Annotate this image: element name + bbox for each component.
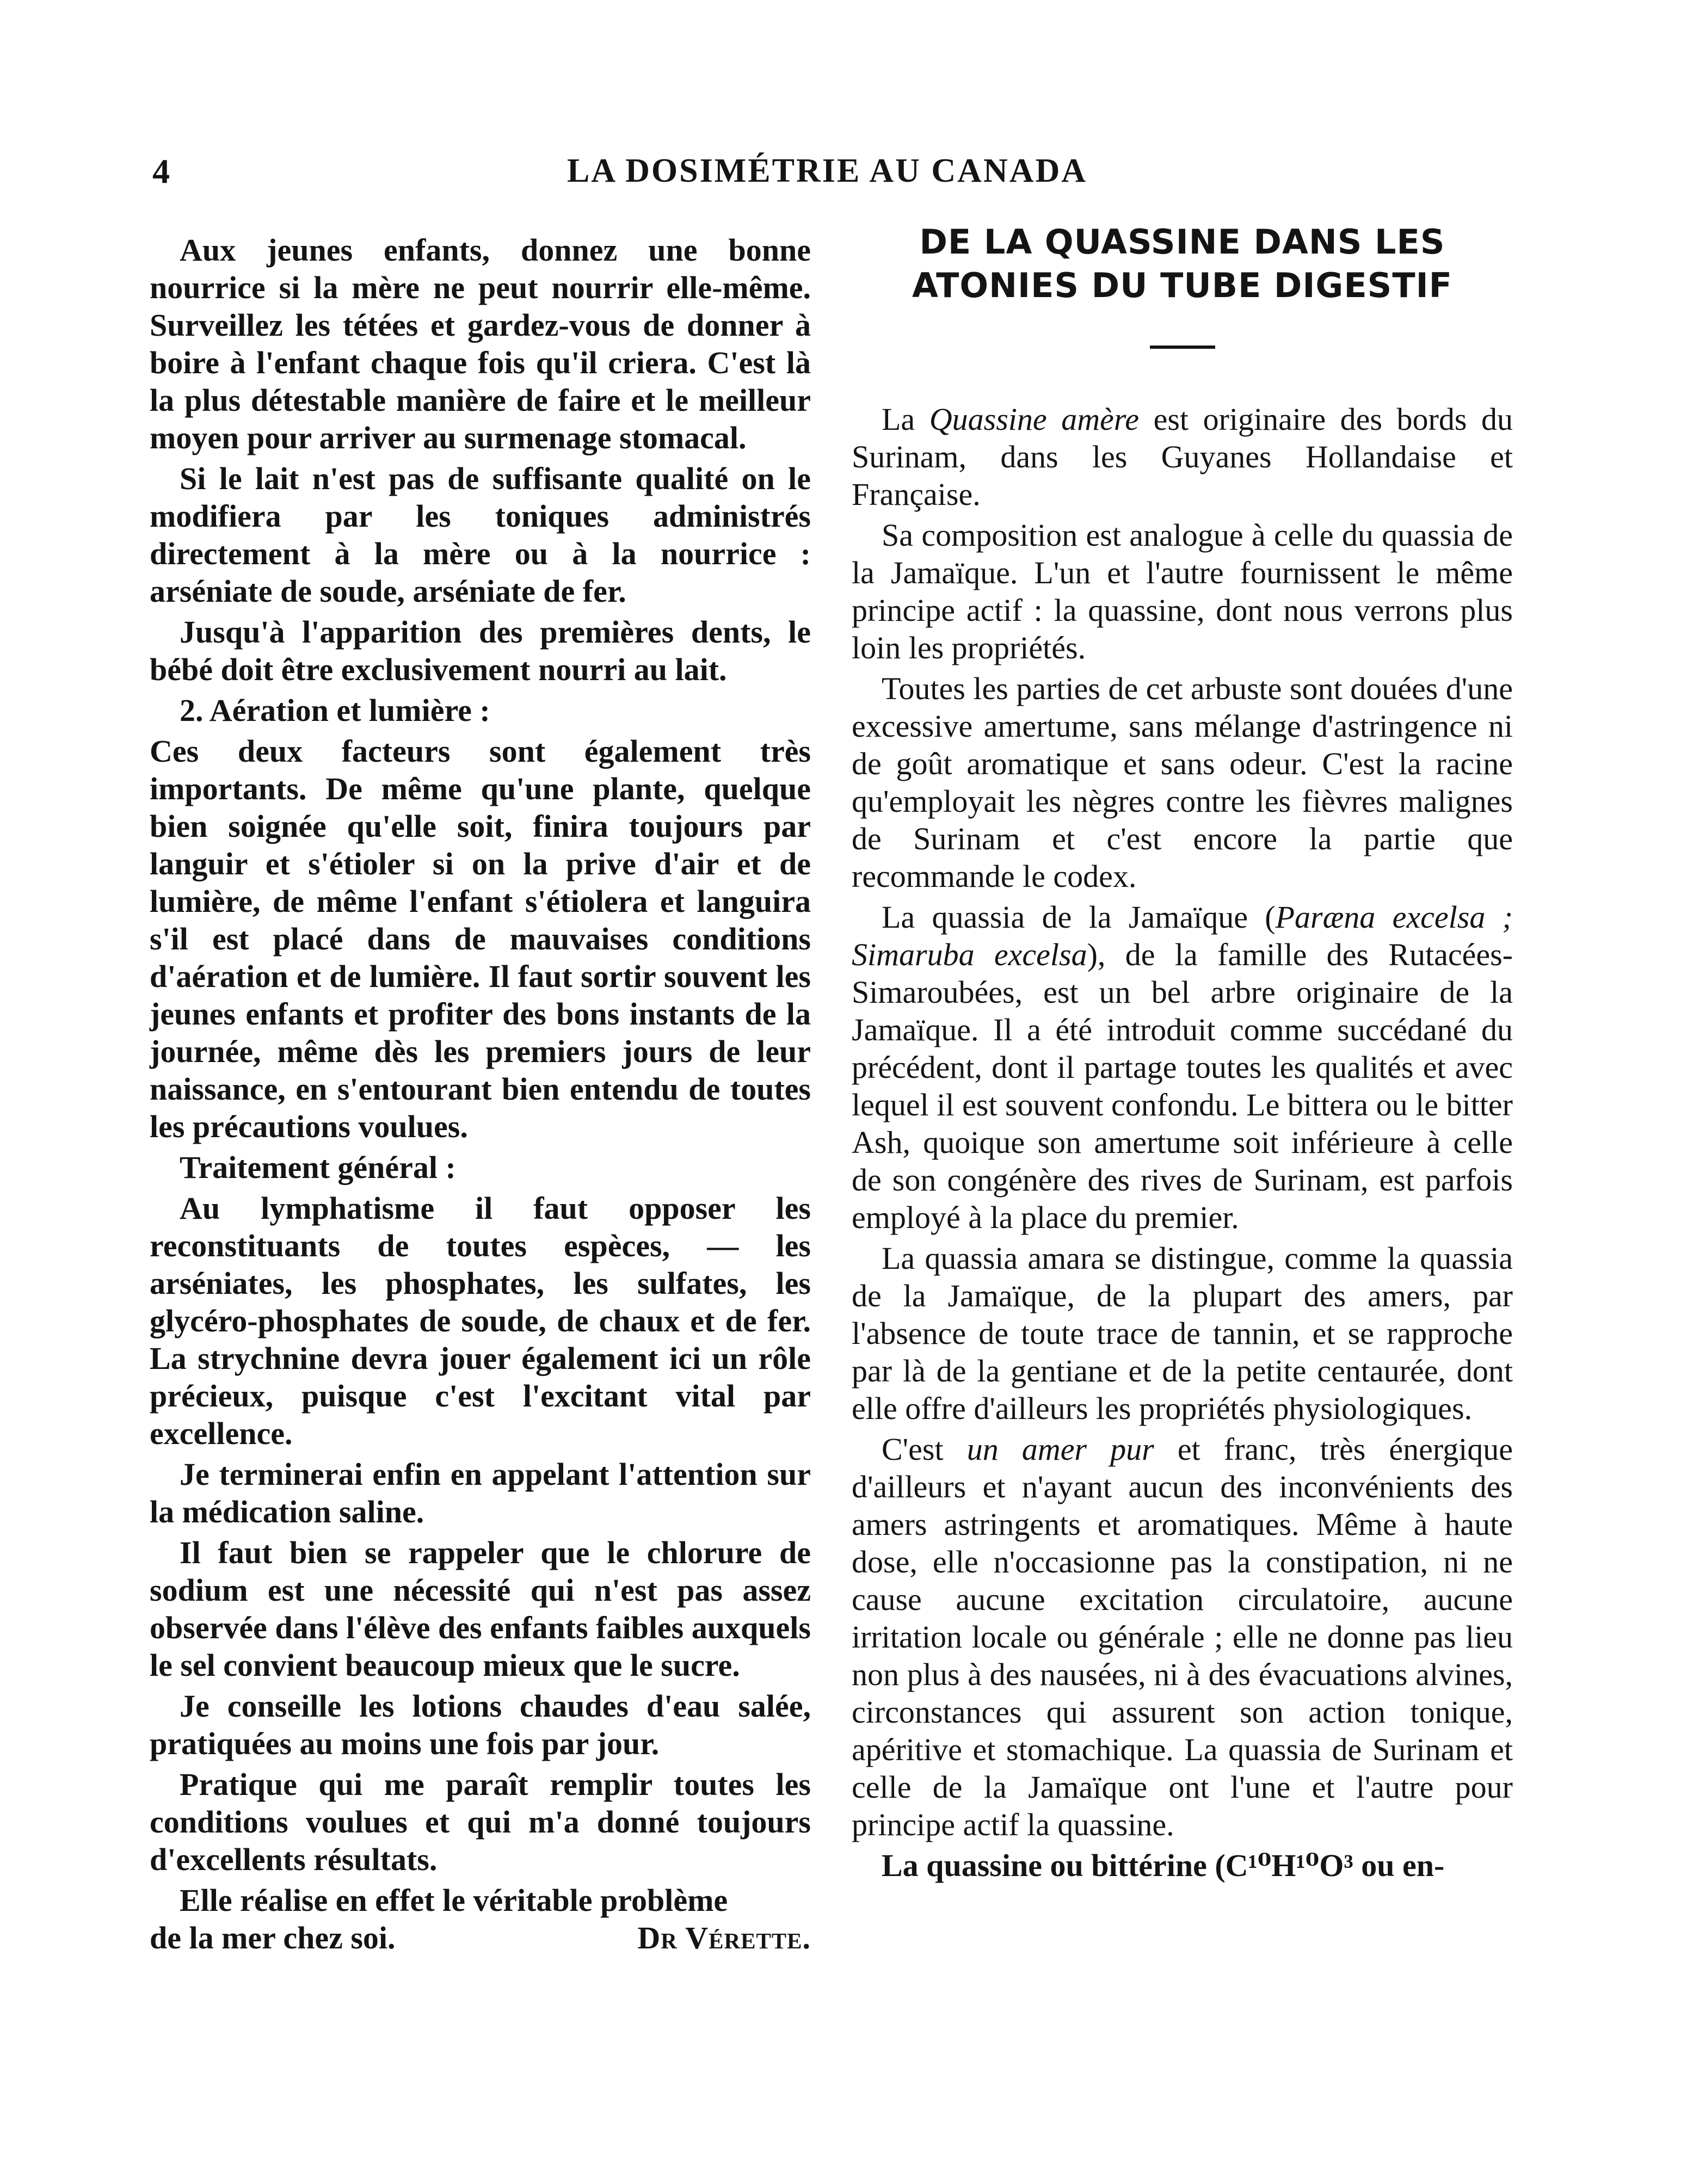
paragraph: La quassia de la Jamaïque (Paræna excelsa ; Simaruba excelsa), de la famille des Rutacées-Simaroubées, est un bel arbre originaire de la Jamaïque. Il a été introduit comme succédané du précédent, dont il partage toutes les qualités et avec lequel il est souvent confondu. Le bittera ou le bitter Ash, quoique son amertume soit inférieure à celle de son congénère des rives de Surinam, est parfois employé à la place du premier. <box>852 899 1513 1235</box>
paragraph: Jusqu'à l'apparition des premières dents, le bébé doit être exclusivement nourri au lait. <box>150 614 811 687</box>
running-title: LA DOSIMÉTRIE AU CANADA <box>567 152 1088 189</box>
paragraph: Aux jeunes enfants, donnez une bonne nourrice si la mère ne peut nourrir elle-même. Surveillez les tétées et gardez-vous de donner à boire à l'enfant chaque fois qu'il criera. C'est là la plus détestable manière de faire et le meilleur moyen pour arriver au surmenage stomacal. <box>150 232 811 455</box>
paragraph: Il faut bien se rappeler que le chlorure de sodium est une nécessité qui n'est pas assez observée dans l'élève des enfants faibles auxquels le sel convient beaucoup mieux que le sucre. <box>150 1535 811 1683</box>
paragraph: Sa composition est analogue à celle du quassia de la Jamaïque. L'un et l'autre fournissent le même principe actif : la quassine, dont nous verrons plus loin les propriétés. <box>852 517 1513 665</box>
paragraph: Pratique qui me paraît remplir toutes les conditions voulues et qui m'a donné toujours d'excellents résultats. <box>150 1767 811 1877</box>
paragraph: Si le lait n'est pas de suffisante qualité on le modifiera par les toniques administrés directement à la mère ou à la nourrice : arséniate de soude, arséniate de fer. <box>150 461 811 609</box>
paragraph: La quassine ou bittérine (C¹⁰H¹⁰O³ ou en- <box>882 1848 1445 1883</box>
closing-text: de la mer chez soi. <box>150 1920 396 1955</box>
paragraph: C'est un amer pur et franc, très énergique d'ailleurs et n'ayant aucun des inconvénients des amers astringents et aromatiques. Même à haute dose, elle n'occasionne pas la constipation, ni ne cause aucune excitation circulatoire, aucune irritation locale ou générale ; elle ne donne pas lieu non plus à des nausées, ni à des évacuations alvines, circonstances qui assurent son action tonique, apéritive et stomachique. La quassia de Surinam et celle de la Jamaïque ont l'une et l'autre pour principe actif la quassine. <box>852 1432 1513 1842</box>
paragraph: Je terminerai enfin en appelant l'attention sur la médication saline. <box>150 1457 811 1529</box>
section-heading: 2. Aération et lumière : <box>180 693 490 728</box>
author-signature: Dr Vérette. <box>637 1920 811 1955</box>
page-number: 4 <box>152 152 170 190</box>
paragraph: Toutes les parties de cet arbuste sont douées d'une excessive amertume, sans mélange d'astringence ni de goût aromatique et sans odeur. C'est la racine qu'employait les nègres contre les fièvres malignes de Surinam et c'est encore la partie que recommande le codex. <box>852 671 1513 894</box>
title-rule <box>1150 346 1215 349</box>
article-title: DE LA QUASSINE DANS LES ATONIES DU TUBE DIGESTIF <box>912 222 1453 305</box>
paragraph: Au lymphatisme il faut opposer les reconstituants de toutes espèces, — les arséniates, les phosphates, les sulfates, les glycéro-phosphates de soude, de chaux et de fer. La strychnine devra jouer également ici un rôle précieux, puisque c'est l'excitant vital par excellence. <box>150 1190 811 1451</box>
section-heading: Traitement général : <box>180 1150 456 1185</box>
paragraph: Je conseille les lotions chaudes d'eau salée, pratiquées au moins une fois par jour. <box>150 1688 811 1761</box>
right-column <box>852 220 1513 1887</box>
paragraph: La quassia amara se distingue, comme la quassia de la Jamaïque, de la plupart des amers, par l'absence de toute trace de tannin, et se rapproche par là de la gentiane et de la petite centaurée, dont elle offre d'ailleurs les propriétés physiologiques. <box>852 1241 1513 1426</box>
paragraph: Ces deux facteurs sont également très importants. De même qu'une plante, quelque bien soignée qu'elle soit, finira toujours par languir et s'étioler si on la prive d'air et de lumière, de même l'enfant s'étiolera et languira s'il est placé dans de mauvaises conditions d'aération et de lumière. Il faut sortir souvent les jeunes enfants et profiter des bons instants de la journée, même dès les premiers jours de leur naissance, en s'entourant bien entendu de toutes les précautions voulues. <box>150 733 811 1144</box>
left-column <box>150 231 811 1957</box>
signoff-line <box>150 1919 811 1957</box>
paragraph: Elle réalise en effet le véritable problème <box>180 1883 728 1918</box>
paragraph: La Quassine amère est originaire des bords du Surinam, dans les Guyanes Hollandaise et Française. <box>852 402 1513 512</box>
